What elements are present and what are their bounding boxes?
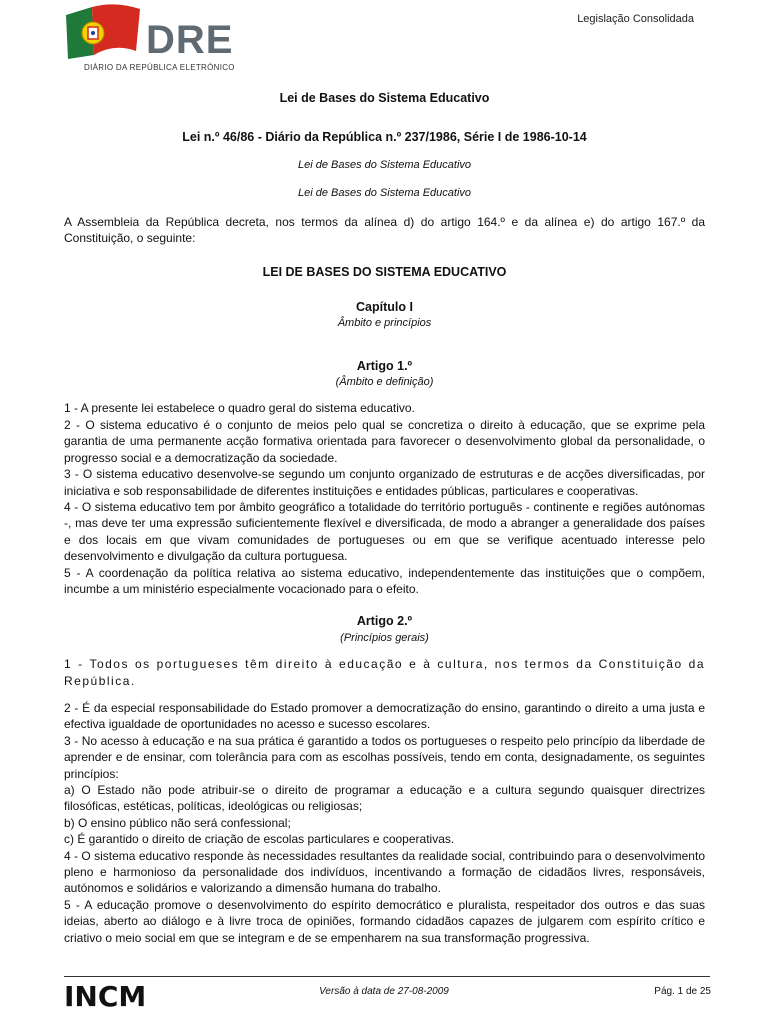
article-2-paragraph: 4 - O sistema educativo responde às necessidades resultantes da realidade social, contribuindo para o desenvolvimento pleno e harmonioso da personalidade dos indivíduos, incentivando a formação de cidadãos livres, responsáveis, autónomos e solidários e valorizando a dimensão humana do trabalho. [64,848,705,896]
chapter-title: Capítulo I [356,299,413,314]
article-1-paragraph: 1 - A presente lei estabelece o quadro geral do sistema educativo. [64,401,415,416]
article-1-title: Artigo 1.º [356,358,413,373]
consolidated-legislation-label: Legislação Consolidada [577,13,694,25]
article-1-paragraph: 2 - O sistema educativo é o conjunto de meios pelo qual se concretiza o direito à educação, que se exprime pela garantia de uma permanente acção formativa orientada para favorecer o desenvolvimento global da personalidade, o progresso social e a democratização da sociedade. [64,417,705,465]
dre-logo-text: DRE [146,18,234,62]
article-2-paragraph: 3 - No acesso à educação e na sua prática é garantido a todos os portugueses o respeito pelo princípio da liberdade de aprender e de ensinar, com tolerância para com as escolhas possíveis, tendo em conta, designadamente, os seguintes princípios: [64,733,705,781]
article-2-paragraph: 2 - É da especial responsabilidade do Estado promover a democratização do ensino, garantindo o direito a uma justa e efectiva igualdade de oportunidades no acesso e sucesso escolares. [64,700,705,732]
incm-logo-text: INCM [64,981,147,1009]
version-date: Versão à data de 27-08-2009 [319,986,449,997]
article-2-paragraph: a) O Estado não pode atribuir-se o direito de programar a educação e a cultura segundo quaisquer directrizes filosóficas, estéticas, políticas, ideológicas ou religiosas; [64,783,705,814]
article-1-paragraph: 3 - O sistema educativo desenvolve-se segundo um conjunto organizado de estruturas e de acções diversificadas, por iniciativa e sob responsabilidade de diferentes instituições e entidades públicas, particulares e cooperativas. [64,467,705,498]
chapter-subtitle: Âmbito e princípios [337,317,432,330]
article-1-paragraph: 4 - O sistema educativo tem por âmbito geográfico a totalidade do território português - continente e regiões autónomas -, mas deve ter uma expressão suficientemente flexível e diversificada, de modo a abranger a generalidade dos países e dos locais em que vivam comunidades de portugueses ou em que se verifique acentuado interesse pelo desenvolvimento e divulgação da cultura portuguesa. [64,499,705,564]
decree-paragraph: A Assembleia da República decreta, nos termos da alínea d) do artigo 164.º e da alínea e) do artigo 167.º da Constituição, o seguinte: [64,214,705,246]
document-body [64,90,705,946]
article-1-paragraph: 5 - A coordenação da política relativa ao sistema educativo, independentemente das instituições que o compõem, incumbe a um ministério especialmente vocacionado para o efeito. [64,565,705,596]
article-2-paragraph: 5 - A educação promove o desenvolvimento do espírito democrático e pluralista, respeitador dos outros e das suas ideias, aberto ao diálogo e à livre troca de opiniões, formando cidadãos capazes de julgarem com espírito crítico e criativo o meio social em que se integram e de se empenharem na sua transformação progressiva. [64,897,705,945]
page-number: Pág. 1 de 25 [654,986,711,997]
article-2-paragraph: 1 - Todos os portugueses têm direito à educação e à cultura, nos termos da Constituição da República. [64,657,705,688]
document-reference: Lei n.º 46/86 - Diário da República n.º 237/1986, Série I de 1986-10-14 [182,130,587,145]
law-heading: LEI DE BASES DO SISTEMA EDUCATIVO [262,265,507,280]
document-subtitle-1: Lei de Bases do Sistema Educativo [297,158,472,171]
document-title: Lei de Bases do Sistema Educativo [279,91,490,105]
dre-logo-subtitle: DIÁRIO DA REPÚBLICA ELETRÓNICO [84,63,235,72]
footer-divider [64,976,710,977]
document-subtitle-2: Lei de Bases do Sistema Educativo [297,187,472,200]
article-1-subtitle: (Âmbito e definição) [335,376,434,389]
article-2-subtitle: (Princípios gerais) [340,631,429,644]
article-2-title: Artigo 2.º [356,614,413,629]
article-2-paragraph: c) É garantido o direito de criação de escolas particulares e cooperativas. [64,832,455,847]
article-2-paragraph: b) O ensino público não será confessional; [64,815,291,830]
